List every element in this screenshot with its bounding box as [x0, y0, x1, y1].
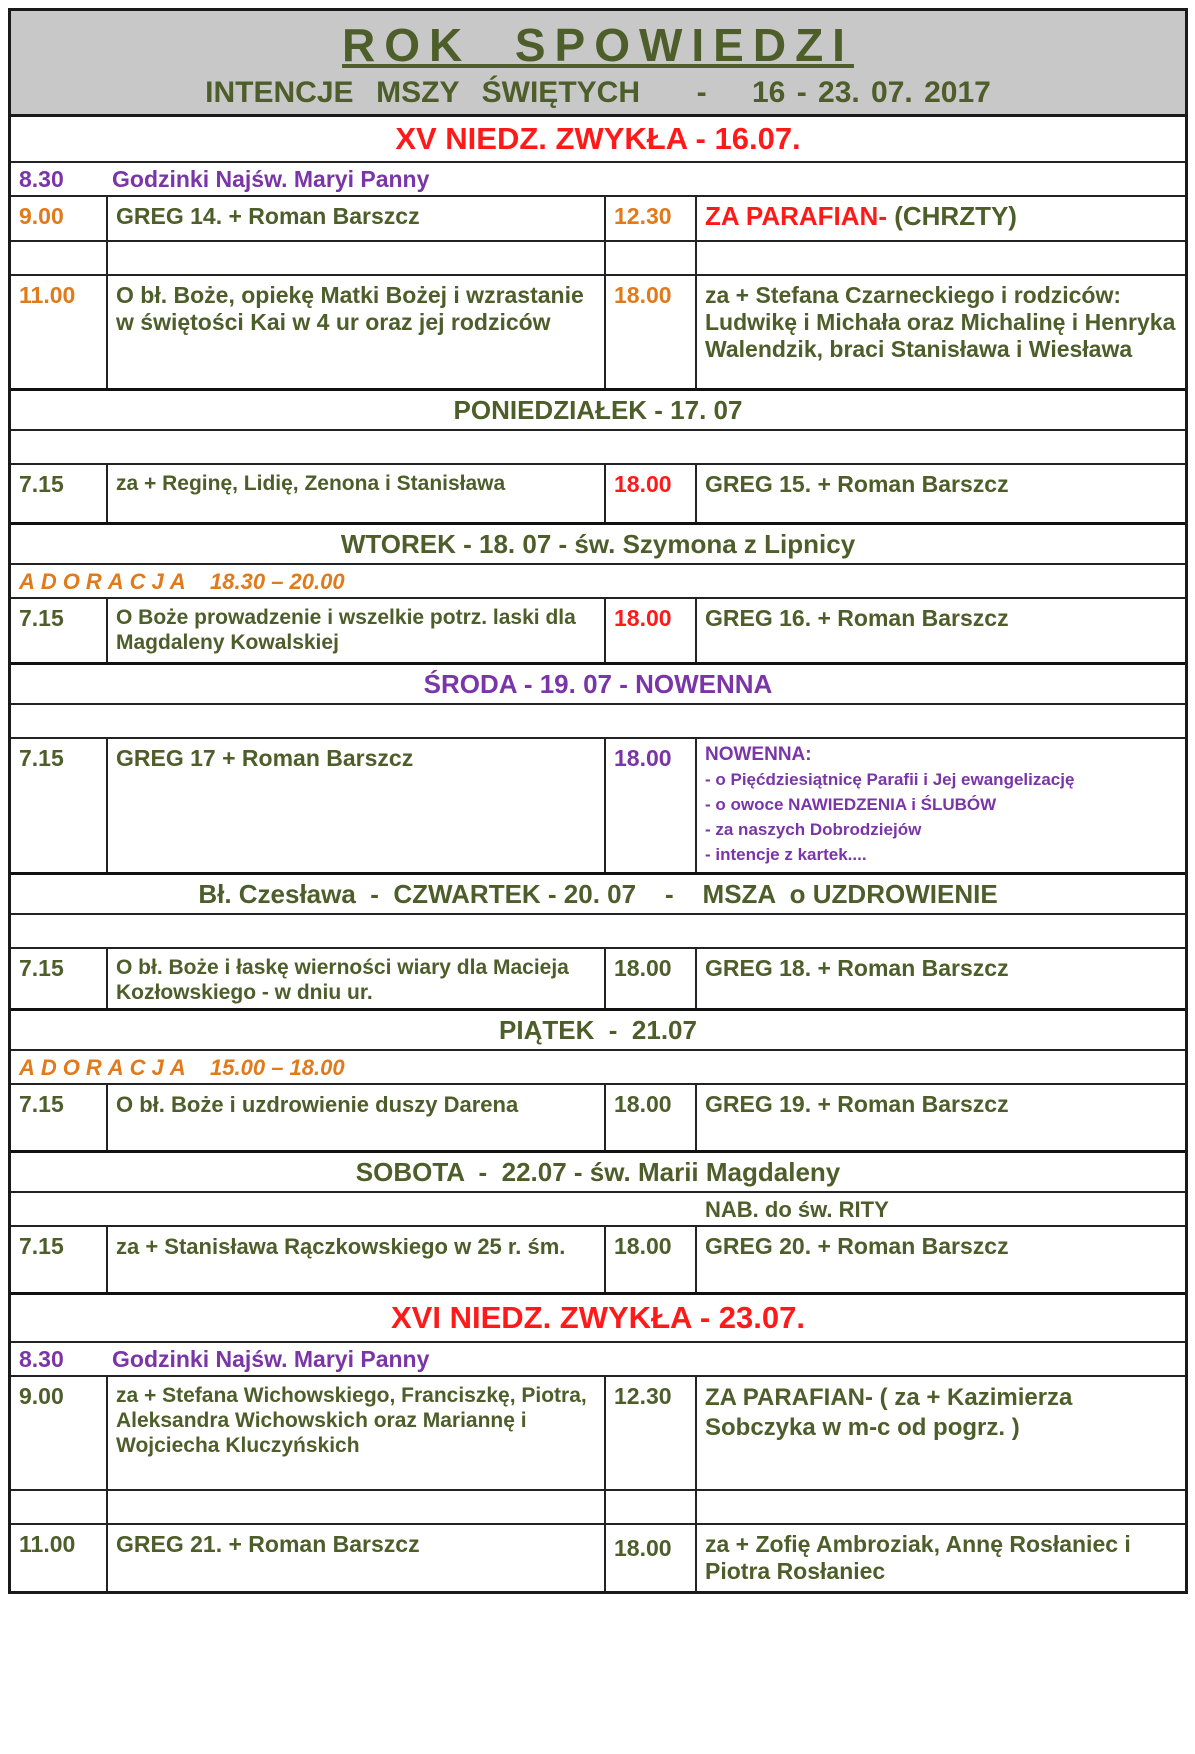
mass-row — [11, 197, 1185, 242]
mass-intention: O bł. Boże i łaskę wierności wiary dla Macieja Kozłowskiego - w dniu ur. — [108, 949, 606, 1008]
mass-intention: za + Stefana Czarneckiego i rodziców: Ludwikę i Michała oraz Michalinę i Henryka Walendzik, braci Stanisława i Wiesława — [705, 282, 1176, 362]
day-header-monday — [11, 391, 1185, 431]
mass-row — [11, 1377, 1185, 1491]
parish-label: ZA PARAFIAN- — [705, 201, 895, 231]
day-header-thursday — [11, 875, 1185, 915]
mass-time: 7.15 — [11, 599, 108, 662]
day-header-saturday — [11, 1153, 1185, 1193]
mass-intention: GREG 15. + Roman Barszcz — [705, 471, 1009, 497]
novena-item: - o owoce NAWIEDZENIA i ŚLUBÓW — [705, 795, 997, 814]
day-title: WTOREK - 18. 07 - św. Szymona z Lipnicy — [340, 529, 856, 559]
day-header-tuesday — [11, 525, 1185, 565]
mass-intention: GREG 19. + Roman Barszcz — [705, 1091, 1009, 1117]
novena-item: - intencje z kartek.... — [705, 845, 867, 864]
mass-intention: za + Reginę, Lidię, Zenona i Stanisława — [108, 465, 606, 522]
mass-row — [11, 739, 1185, 875]
mass-row — [11, 1525, 1185, 1591]
novena-list — [697, 739, 1185, 872]
note-text: Godzinki Najśw. Maryi Panny — [112, 1346, 430, 1372]
adoration-row — [11, 1051, 1185, 1085]
header — [11, 11, 1185, 117]
mass-intention: O Boże prowadzenie i wszelkie potrz. laski dla Magdaleny Kowalskiej — [108, 599, 606, 662]
day-header-friday — [11, 1011, 1185, 1051]
day-title: ŚRODA - 19. 07 - NOWENNA — [423, 669, 773, 699]
novena-title: NOWENNA: — [705, 744, 812, 765]
day-title: Bł. Czesława - CZWARTEK - 20. 07 - MSZA o UZDROWIENIE — [198, 879, 998, 909]
mass-time: 18.00 — [606, 1227, 697, 1292]
mass-time: 11.00 — [11, 276, 108, 388]
note-row — [11, 1193, 1185, 1227]
mass-time: 7.15 — [11, 1085, 108, 1150]
mass-row — [11, 1085, 1185, 1153]
mass-intention: za + Zofię Ambroziak, Annę Rosłaniec i Piotra Rosłaniec — [705, 1531, 1131, 1584]
mass-time: 12.30 — [606, 197, 697, 240]
mass-row — [11, 1227, 1185, 1295]
day-title: XVI NIEDZ. ZWYKŁA - 23.07. — [391, 1300, 805, 1335]
mass-time: 18.00 — [606, 1085, 697, 1150]
day-title: PONIEDZIAŁEK - 17. 07 — [453, 395, 743, 425]
mass-time: 18.00 — [606, 1525, 697, 1591]
mass-intention: GREG 16. + Roman Barszcz — [705, 605, 1009, 631]
note-row — [11, 1343, 1185, 1377]
page-subtitle: INTENCJE MSZY ŚWIĘTYCH - 16 - 23. 07. 2017 — [205, 76, 991, 109]
mass-intention: GREG 21. + Roman Barszcz — [108, 1525, 606, 1591]
mass-time: 7.15 — [11, 465, 108, 522]
adoration-time: 18.30 – 20.00 — [210, 569, 345, 594]
adoration-info — [11, 1051, 353, 1083]
empty-row — [11, 705, 1185, 739]
mass-intention: O bł. Boże i uzdrowienie duszy Darena — [108, 1085, 606, 1150]
parish-label: ZA PARAFIAN- — [705, 1384, 873, 1411]
note-text: Godzinki Najśw. Maryi Panny — [112, 166, 430, 192]
empty-row — [11, 1491, 1185, 1525]
day-header-sunday1 — [11, 117, 1185, 163]
empty-row — [11, 431, 1185, 465]
mass-row — [11, 276, 1185, 391]
mass-row — [11, 465, 1185, 525]
mass-time: 9.00 — [11, 197, 108, 240]
novena-item: - o Pięćdziesiątnicę Parafii i Jej ewangelizację — [705, 770, 1075, 789]
adoration-time: 15.00 – 18.00 — [210, 1055, 345, 1080]
saturday-note: NAB. do św. RITY — [705, 1197, 889, 1222]
adoration-label: ADORACJA — [19, 569, 192, 594]
day-title: PIĄTEK - 21.07 — [499, 1015, 697, 1045]
day-title: XV NIEDZ. ZWYKŁA - 16.07. — [395, 121, 801, 156]
mass-time: 18.00 — [606, 276, 697, 388]
note-row — [11, 163, 1185, 197]
mass-intention: GREG 17 + Roman Barszcz — [108, 739, 606, 872]
novena-item: - za naszych Dobrodziejów — [705, 820, 922, 839]
note-time: 8.30 — [19, 1346, 64, 1372]
mass-intention — [697, 197, 1185, 240]
mass-intention: O bł. Boże, opiekę Matki Bożej i wzrastanie w świętości Kai w 4 ur oraz jej rodziców — [108, 276, 606, 388]
mass-time: 18.00 — [606, 599, 697, 662]
adoration-info — [11, 565, 353, 597]
mass-time: 12.30 — [606, 1377, 697, 1489]
mass-intention: GREG 18. + Roman Barszcz — [705, 955, 1009, 981]
mass-time: 7.15 — [11, 1227, 108, 1292]
mass-time: 7.15 — [11, 739, 108, 872]
schedule-sheet — [8, 8, 1188, 1594]
page-title: ROK SPOWIEDZI — [342, 19, 854, 71]
mass-intention — [697, 1377, 1185, 1489]
day-header-wednesday — [11, 665, 1185, 705]
empty-row — [11, 242, 1185, 276]
mass-row — [11, 599, 1185, 665]
mass-time: 18.00 — [606, 739, 697, 872]
mass-time: 7.15 — [11, 949, 108, 1008]
mass-time: 9.00 — [11, 1377, 108, 1489]
day-title: SOBOTA - 22.07 - św. Marii Magdaleny — [355, 1157, 841, 1187]
mass-row — [11, 949, 1185, 1011]
mass-intention: GREG 20. + Roman Barszcz — [705, 1233, 1009, 1259]
day-header-sunday2 — [11, 1295, 1185, 1343]
mass-intention: za + Stefana Wichowskiego, Franciszkę, Piotra, Aleksandra Wichowskich oraz Mariannę i Wojciecha Kluczyńskich — [108, 1377, 606, 1489]
parish-note: ( za + Kazimierza Sobczyka w m-c od pogrz. ) — [705, 1384, 1073, 1441]
parish-note: (CHRZTY) — [894, 201, 1017, 231]
mass-intention: GREG 14. + Roman Barszcz — [108, 197, 606, 240]
mass-time: 18.00 — [606, 949, 697, 1008]
mass-time: 18.00 — [606, 465, 697, 522]
mass-intention: za + Stanisława Rączkowskiego w 25 r. śm. — [108, 1227, 606, 1292]
empty-row — [11, 915, 1185, 949]
note-time: 8.30 — [19, 166, 64, 192]
adoration-row — [11, 565, 1185, 599]
adoration-label: ADORACJA — [19, 1055, 192, 1080]
mass-time: 11.00 — [11, 1525, 108, 1591]
